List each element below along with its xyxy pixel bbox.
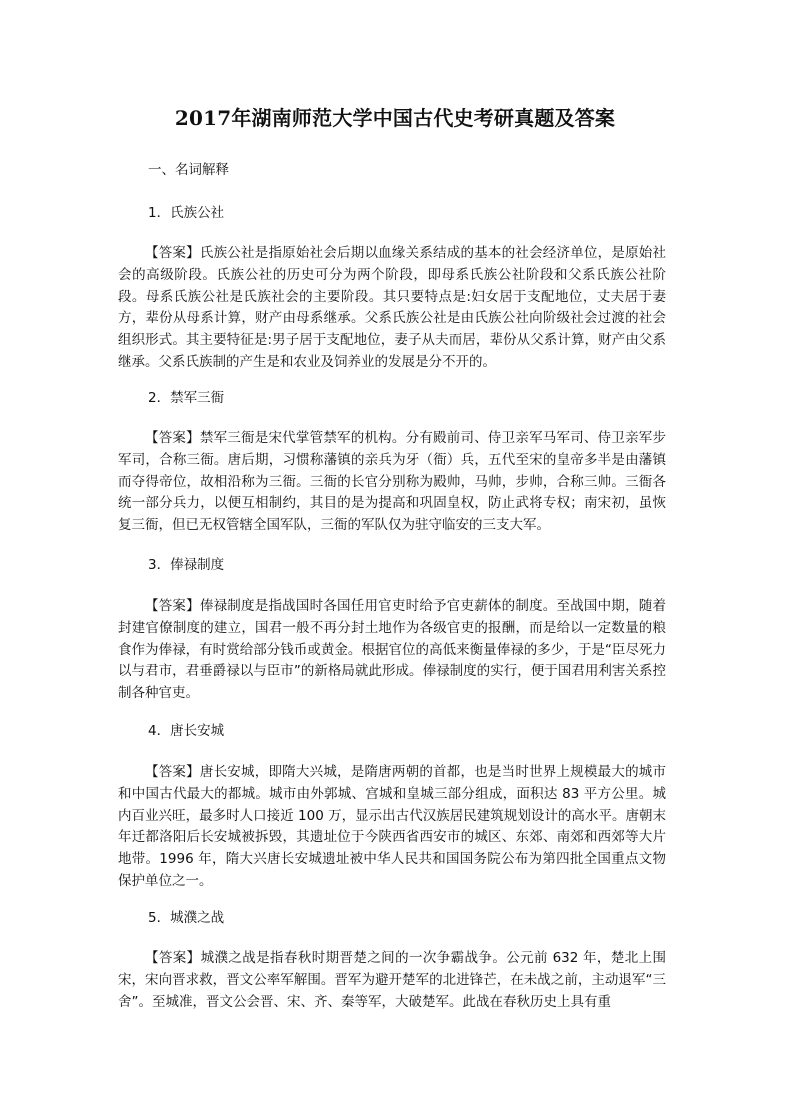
answer-paragraph-2 (118, 428, 666, 537)
answer-paragraph-4 (118, 762, 666, 893)
answer-text: 俸禄制度是指战国时各国任用官吏时给予官吏薪体的制度。至战国中期，随着封建官僚制度的建立，国君一般不再分封土地作为各级官吏的报酬，而是给以一定数量的粮食作为俸禄，有时赏给部分钱币或黄金。根据官位的高低来衡量俸禄的多少，于是“臣尽死力以与君市，君垂爵禄以与臣市”的新格局就此形成。俸禄制度的实行，便于国君用利害关系控制各种官吏。 (118, 598, 667, 702)
term-heading-2: 2．禁军三衙 (148, 390, 225, 406)
answer-text: 氏族公社是指原始社会后期以血缘关系结成的基本的社会经济单位，是原始社会的高级阶段。氏族公社的历史可分为两个阶段，即母系氏族公社阶段和父系氏族公社阶段。母系氏族公社是氏族社会的主要阶段。其只要特点是:妇女居于支配地位，丈夫居于妻方，辈份从母系计算，财产由母系继承。父系氏族公社是由氏族公社向阶级社会过渡的社会组织形式。其主要特征是:男子居于支配地位，妻子从夫而居，辈份从父系计算，财产由父系继承。父系氏族制的产生是和农业及饲养业的发展是分不开的。 (118, 245, 667, 370)
answer-tag: 【答案】 (145, 430, 200, 446)
answer-tag: 【答案】 (145, 598, 200, 614)
answer-tag: 【答案】 (145, 245, 200, 261)
answer-paragraph-5 (118, 948, 666, 1013)
term-heading-5: 5．城濮之战 (148, 910, 225, 926)
answer-paragraph-3 (118, 596, 666, 705)
document-title: 2017年湖南师范大学中国古代史考研真题及答案 (174, 106, 616, 130)
answer-paragraph-1 (118, 243, 666, 374)
answer-text: 唐长安城，即隋大兴城，是隋唐两朝的首都，也是当时世界上规模最大的城市和中国古代最大的都城。城市由外郭城、宫城和皇城三部分组成，面积达 83 平方公里。城内百业兴旺，最多时人口接近 100 万，显示出古代汉族居民建筑规划设计的高水平。唐朝末年迁都洛阳后长安城被拆毁，其遗址位于今陕西省西安市的城区、东郊、南郊和西郊等大片地带。1996 年，隋大兴唐长安城遗址被中华人民共和国国务院公布为第四批全国重点文物保护单位之一。 (118, 764, 667, 889)
answer-text: 城濮之战是指春秋时期晋楚之间的一次争霸战争。公元前 632 年，楚北上围宋，宋向晋求救，晋文公率军解围。晋军为避开楚军的北进锋芒，在未战之前，主动退军“三舍”。至城准，晋文公会晋、宋、齐、秦等军，大破楚军。此战在春秋历史上具有重 (118, 950, 666, 1010)
term-heading-4: 4．唐长安城 (148, 723, 225, 739)
term-heading-1: 1．氏族公社 (148, 205, 225, 221)
section-heading: 一、名词解释 (148, 162, 229, 178)
answer-tag: 【答案】 (145, 764, 200, 780)
term-heading-3: 3．俸禄制度 (148, 557, 225, 573)
answer-tag: 【答案】 (145, 950, 201, 966)
answer-text: 禁军三衙是宋代掌管禁军的机构。分有殿前司、侍卫亲军马军司、侍卫亲军步军司，合称三衙。唐后期，习惯称藩镇的亲兵为牙（衙）兵，五代至宋的皇帝多半是由藩镇而夺得帝位，故相沿称为三衙。三衙的长官分别称为殿帅，马帅，步帅，合称三帅。三衙各统一部分兵力，以便互相制约，其目的是为提高和巩固皇权，防止武将专权；南宋初，虽恢复三衙，但已无权管辖全国军队，三衙的军队仅为驻守临安的三支大军。 (118, 430, 667, 534)
